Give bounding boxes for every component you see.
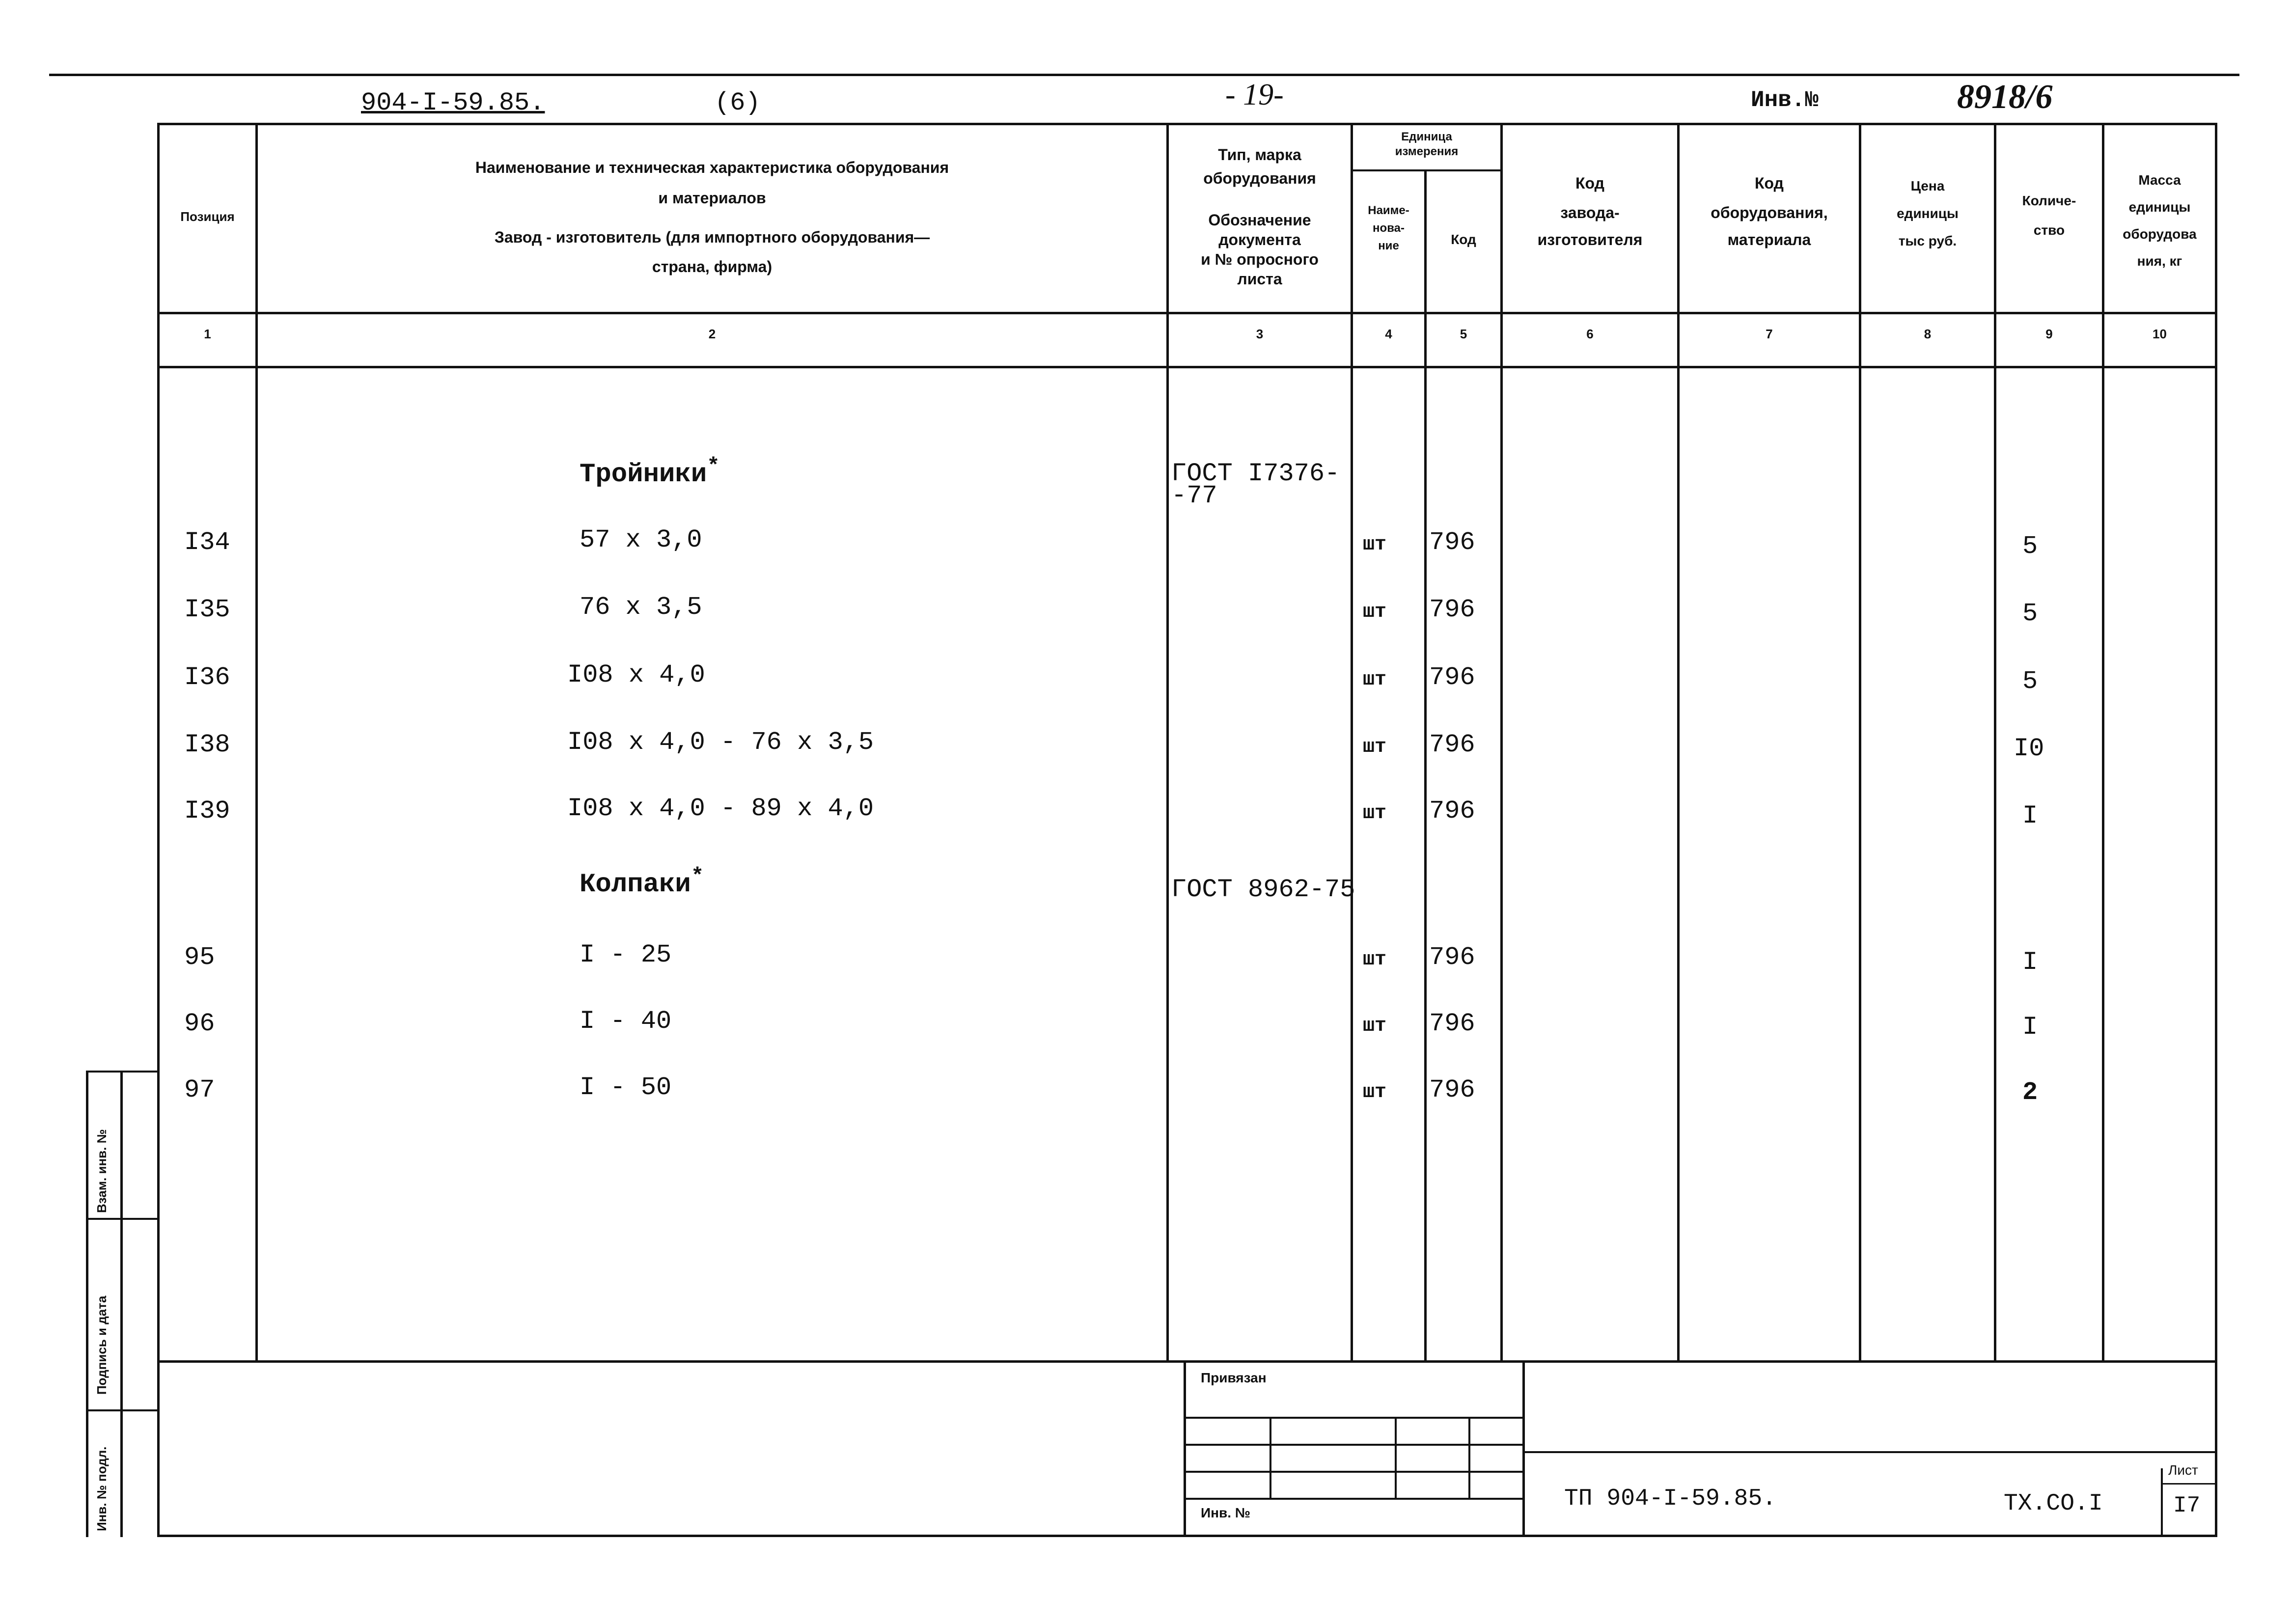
page-number: - 19- (1225, 78, 1284, 111)
col-number: 6 (1586, 327, 1594, 341)
col-header-type-line5: и № опросного (1201, 250, 1319, 268)
row-position: I38 (184, 730, 230, 759)
section-doc-line2: -77 (1171, 481, 1217, 510)
col-header-type-line3: Обозначение (1208, 211, 1311, 229)
col-header-unit-group-line1: Единица (1401, 130, 1452, 143)
row-quantity: 5 (2022, 599, 2038, 628)
row-position: 96 (184, 1009, 215, 1038)
section-title: Тройники* (580, 454, 720, 490)
header-bottom-line (157, 312, 2217, 314)
table-bottom-line (157, 1360, 2217, 1363)
title-block-line (1184, 1498, 1522, 1500)
section-doc-line1: ГОСТ 8962-75 (1171, 875, 1355, 904)
row-position: I39 (184, 797, 230, 826)
side-stamp-left (86, 1071, 88, 1537)
row-position: 95 (184, 943, 215, 972)
col-header-unit-name-line2: нова- (1373, 221, 1405, 235)
col-number: 1 (204, 327, 211, 341)
row-quantity: I (2022, 1013, 2038, 1042)
col-divider-9 (2102, 123, 2104, 1363)
col-header-mass-line3: оборудова (2123, 226, 2197, 242)
inv-number: 8918/6 (1957, 78, 2053, 116)
attached-label: Привязан (1201, 1370, 1267, 1385)
col-header-name-line2: и материалов (658, 189, 766, 207)
section-title: Колпаки* (580, 864, 704, 900)
title-block-line (1184, 1471, 1522, 1473)
col-number: 10 (2153, 327, 2167, 341)
row-name: I08 x 4,0 - 76 x 3,5 (567, 728, 874, 757)
side-stamp-line (86, 1409, 160, 1411)
project-code: ТП 904-I-59.85. (1564, 1486, 1777, 1512)
row-unit-code: 796 (1429, 797, 1475, 826)
row-name: I08 x 4,0 (567, 661, 705, 689)
row-position: I35 (184, 595, 230, 624)
col-header-mass-line4: ния, кг (2137, 253, 2182, 269)
sheet-cell-line (2161, 1483, 2217, 1485)
row-quantity: 5 (2022, 667, 2038, 696)
title-block-main-line (1522, 1451, 2217, 1453)
row-unit-code: 796 (1429, 1009, 1475, 1038)
col-header-price-line3: тыс руб. (1898, 233, 1957, 248)
row-unit: шт (1363, 534, 1387, 556)
row-name: I08 x 4,0 - 89 x 4,0 (567, 794, 874, 823)
col-divider-7 (1859, 123, 1861, 1363)
row-unit-code: 796 (1429, 730, 1475, 759)
title-block-divider-1 (1184, 1363, 1186, 1535)
row-unit: шт (1363, 1015, 1387, 1037)
col-header-unit-name-line1: Наиме- (1368, 204, 1409, 217)
row-name: 76 x 3,5 (580, 593, 702, 622)
title-block-divider-2 (1522, 1363, 1525, 1535)
side-stamp-signature-date: Подпись и дата (94, 1295, 109, 1395)
col-header-price-line1: Цена (1910, 178, 1945, 193)
col-divider-8 (1994, 123, 1996, 1363)
sheet-number: I7 (2173, 1493, 2201, 1518)
col-header-equipment-code-line2: оборудования, (1711, 204, 1828, 221)
col-header-name-line1: Наименование и техническая характеристика оборудования (475, 159, 949, 176)
col-header-equipment-code-line3: материала (1727, 231, 1811, 248)
title-block-cell-line (1395, 1417, 1397, 1498)
col-header-type-line6: листа (1237, 270, 1282, 288)
numbers-bottom-line (157, 366, 2217, 368)
col-header-position: Позиция (180, 209, 235, 224)
col-divider-2 (1166, 123, 1169, 1363)
row-name: I - 25 (580, 940, 672, 969)
col-number: 3 (1256, 327, 1264, 341)
col-header-type-line1: Тип, марка (1218, 146, 1301, 164)
frame-bottom-line (157, 1535, 2217, 1537)
col-header-equipment-code-line1: Код (1755, 174, 1784, 192)
sheet-label: Лист (2168, 1462, 2198, 1478)
col-divider-4 (1424, 169, 1427, 1363)
col-divider-6 (1677, 123, 1680, 1363)
row-position: 97 (184, 1075, 215, 1104)
row-unit: шт (1363, 949, 1387, 971)
col-number: 7 (1766, 327, 1773, 341)
col-header-factory-code-line3: изготовителя (1537, 231, 1643, 248)
col-number: 2 (708, 327, 716, 341)
col-divider-3 (1351, 123, 1353, 1363)
row-quantity: I (2022, 801, 2038, 830)
side-stamp-right (120, 1071, 123, 1537)
row-unit-code: 796 (1429, 595, 1475, 624)
row-unit: шт (1363, 802, 1387, 825)
row-unit-code: 796 (1429, 528, 1475, 557)
row-name: I - 50 (580, 1073, 672, 1102)
col-header-factory-code-line2: завода- (1560, 204, 1620, 221)
row-name: I - 40 (580, 1007, 672, 1036)
col-header-unit-name-line3: ние (1378, 239, 1399, 252)
row-unit: шт (1363, 601, 1387, 623)
doc-code: 904-I-59.85. (361, 88, 545, 117)
col-header-unit-group-line2: измерения (1395, 145, 1459, 158)
row-unit: шт (1363, 1081, 1387, 1103)
side-stamp-original-inv: Инв. № подл. (94, 1446, 109, 1531)
frame-right (2215, 123, 2217, 1537)
col-header-mass-line2: единицы (2128, 199, 2191, 215)
col-header-type-line4: документа (1218, 231, 1301, 248)
title-block-cell-line (1270, 1417, 1271, 1498)
row-unit: шт (1363, 669, 1387, 691)
col-header-quantity-line1: Количе- (2022, 193, 2076, 208)
inv-label: Инв.№ (1751, 87, 1819, 113)
col-divider-5 (1500, 123, 1503, 1363)
title-block-line (1184, 1417, 1522, 1419)
row-unit-code: 796 (1429, 1075, 1475, 1104)
top-border-line (49, 74, 2239, 76)
row-quantity: 5 (2022, 532, 2038, 561)
col-number: 4 (1385, 327, 1392, 341)
unit-group-line (1351, 169, 1503, 171)
row-unit: шт (1363, 736, 1387, 758)
col-header-name-line3: Завод - изготовитель (для импортного оборудования— (494, 228, 930, 246)
title-block-cell-line (1468, 1417, 1470, 1498)
side-stamp-line (86, 1071, 160, 1073)
col-header-unit-code: Код (1451, 232, 1476, 247)
row-position: I34 (184, 528, 230, 557)
col-header-price-line2: единицы (1897, 206, 1959, 221)
row-name: 57 x 3,0 (580, 525, 702, 554)
inv-no-label: Инв. № (1201, 1505, 1251, 1520)
side-stamp-line (86, 1218, 160, 1220)
doc-designation: ТХ.СО.I (2004, 1490, 2103, 1517)
col-header-name-line4: страна, фирма) (652, 258, 773, 275)
col-header-factory-code-line1: Код (1575, 174, 1604, 192)
row-quantity: I0 (2014, 734, 2044, 763)
row-unit-code: 796 (1429, 663, 1475, 692)
row-position: I36 (184, 663, 230, 692)
col-number: 5 (1460, 327, 1467, 341)
side-stamp-replaced-inv: Взам. инв. № (94, 1129, 109, 1213)
col-number: 8 (1924, 327, 1932, 341)
section-doc-line1: ГОСТ I7376- (1171, 459, 1340, 488)
volume-number: (6) (715, 88, 761, 117)
row-unit-code: 796 (1429, 943, 1475, 972)
header-top-line (157, 123, 2217, 125)
col-header-quantity-line2: ство (2033, 222, 2065, 238)
row-quantity: 2 (2022, 1078, 2038, 1107)
sheet-cell-divider (2161, 1468, 2163, 1535)
title-block-line (1184, 1444, 1522, 1446)
col-number: 9 (2045, 327, 2053, 341)
col-header-mass-line1: Масса (2138, 172, 2181, 188)
col-divider-1 (255, 123, 258, 1363)
col-header-type-line2: оборудования (1203, 169, 1316, 187)
row-quantity: I (2022, 948, 2038, 977)
